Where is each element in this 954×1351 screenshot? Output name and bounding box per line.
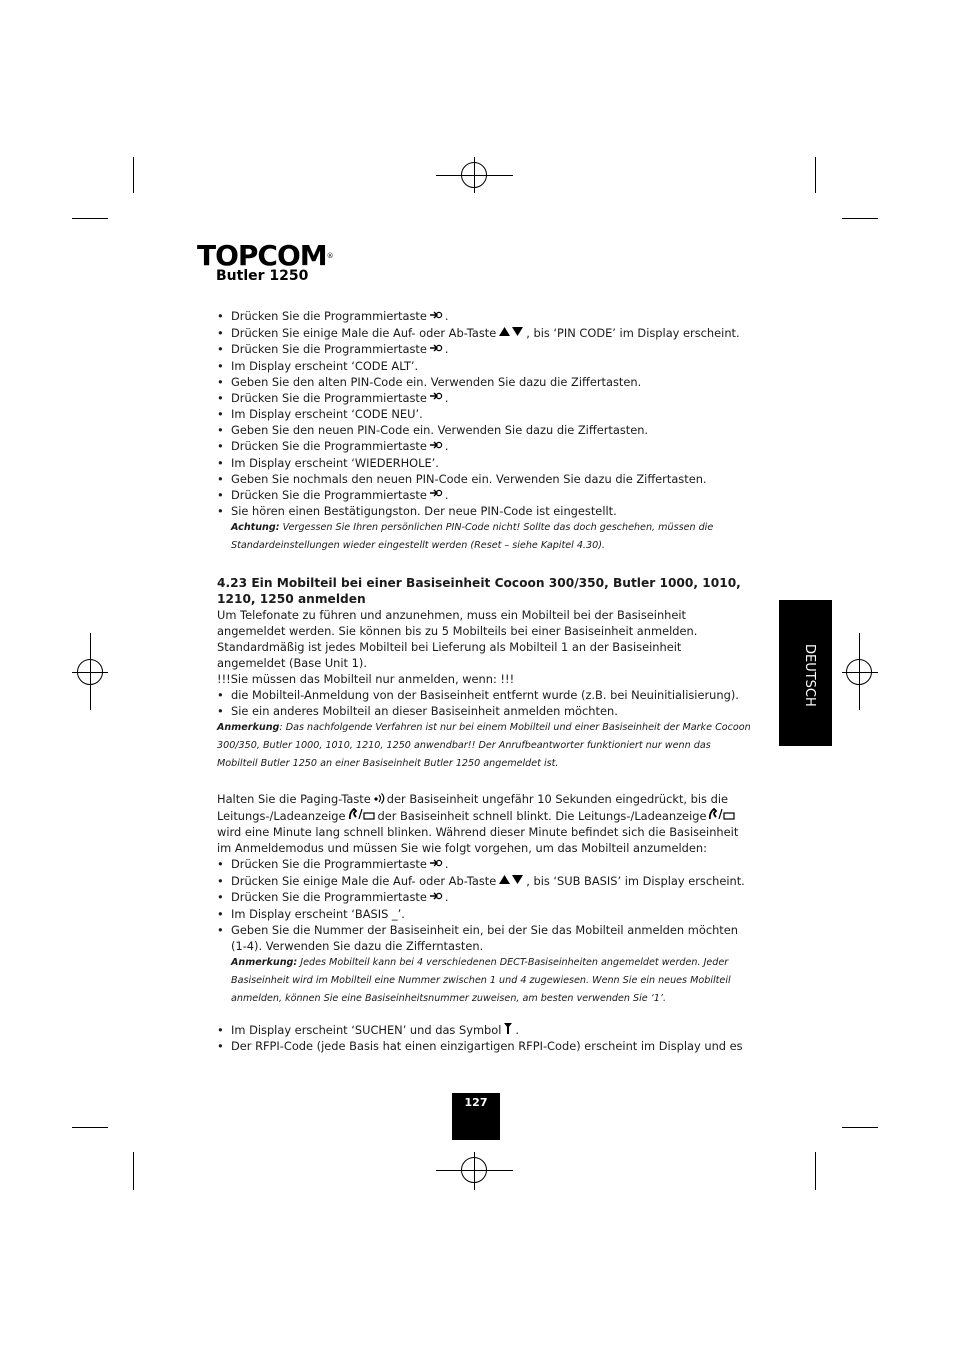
product-title: Butler 1250 [216, 268, 309, 284]
search-steps-list [217, 1022, 752, 1055]
program-key-icon [429, 857, 443, 873]
line-charge-indicator-icon [348, 808, 376, 824]
line-charge-indicator-icon [708, 808, 736, 824]
main-content [217, 308, 752, 1054]
paging-instructions: Halten Sie die Paging-Taste der Basiseinheit ungefähr 10 Sekunden eingedrückt, bis die Leitungs-/Ladeanzeige der Basiseinheit schnell blinkt. Die Leitungs-/Ladeanzeigewird eine Minute lang schnell blinken. Während dieser Minute befindet sich die Basiseinheit im Anmeldemodus und müssen Sie wie folgt vorgehen, um das Mobilteil anzumelden: [217, 792, 739, 855]
list-item: • Drücken Sie einige Male die Auf- oder Ab-Taste , bis ‘PIN CODE’ im Display erscheint. [217, 325, 752, 342]
list-item: • Im Display erscheint ‘CODE ALT’. [217, 358, 752, 374]
program-key-icon [429, 890, 443, 906]
section-heading: 4.23 Ein Mobilteil bei einer Basiseinheit Cocoon 300/350, Butler 1000, 1010, 1210, 1250 anmelden [217, 576, 741, 606]
section-intro-emphasis: !!!Sie müssen das Mobilteil nur anmelden, wenn: !!! [217, 672, 515, 686]
crop-mark [815, 157, 816, 193]
language-tab-label: DEUTSCH [802, 644, 817, 707]
list-item: • Sie ein anderes Mobilteil an dieser Basiseinheit anmelden möchten. [217, 703, 752, 719]
program-key-icon [429, 439, 443, 455]
crop-mark [72, 1127, 108, 1128]
list-item: • Im Display erscheint ‘BASIS _’. [217, 906, 752, 922]
list-item: • Drücken Sie einige Male die Auf- oder Ab-Taste , bis ‘SUB BASIS’ im Display erscheint. [217, 873, 752, 890]
remark-note: Anmerkung: Jedes Mobilteil kann bei 4 verschiedenen DECT-Basiseinheiten angemeldet werden. Jeder Basiseinheit wird im Mobilteil eine Nummer zwischen 1 und 4 zugewiesen. Wenn Sie ein neues Mobilteil anmelden, können Sie eine Basiseinheitsnummer zuweisen, am besten verwenden Sie ‘1’. [231, 956, 731, 1004]
list-item: • Drücken Sie die Programmiertaste . [217, 889, 752, 906]
remark-note: Anmerkung: Das nachfolgende Verfahren ist nur bei einem Mobilteil und einer Basiseinheit der Marke Cocoon 300/350, Butler 1000, 1010, 1210, 1250 anwendbar!! Der Anrufbeantworter funktioniert nur wenn das Mobilteil Butler 1250 an einer Basiseinheit Butler 1250 angemeldet ist. [217, 722, 751, 769]
antenna-icon [503, 1022, 513, 1038]
program-key-icon [429, 487, 443, 503]
list-item: • die Mobilteil-Anmeldung von der Basiseinheit entfernt wurde (z.B. bei Neuinitialisierung). [217, 687, 752, 703]
list-item: • Der RFPI-Code (jede Basis hat einen einzigartigen RFPI-Code) erscheint im Display und es [217, 1038, 752, 1054]
registration-conditions-list [217, 687, 752, 719]
registration-steps-list [217, 856, 752, 954]
up-down-arrow-icon [498, 325, 524, 341]
list-item: • Drücken Sie die Programmiertaste . [217, 856, 752, 873]
list-item: • Drücken Sie die Programmiertaste . [217, 390, 752, 407]
up-down-arrow-icon [498, 873, 524, 889]
warning-note: Achtung: Vergessen Sie Ihren persönlichen PIN-Code nicht! Sollte das doch geschehen, müssen die Standardeinstellungen wieder eingestellt werden (Reset – siehe Kapitel 4.30). [231, 522, 714, 551]
crop-mark [133, 1152, 134, 1190]
crop-mark [72, 218, 108, 219]
language-tab [779, 600, 832, 746]
page-number: 127 [452, 1093, 500, 1140]
list-item: • Drücken Sie die Programmiertaste . [217, 341, 752, 358]
section-intro: Um Telefonate zu führen und anzunehmen, muss ein Mobilteil bei der Basiseinheit angemeldet werden. Sie können bis zu 5 Mobilteils bei einer Basiseinheit anmelden. Standardmäßig ist jedes Mobilteil bei Lieferung als Mobilteil 1 an der Basiseinheit angemeldet (Base Unit 1). [217, 608, 698, 670]
list-item: • Drücken Sie die Programmiertaste . [217, 487, 752, 504]
brand-logo: TOPCOM® [197, 239, 333, 272]
list-item: • Geben Sie den alten PIN-Code ein. Verwenden Sie dazu die Ziffertasten. [217, 374, 752, 390]
list-item: • Geben Sie den neuen PIN-Code ein. Verwenden Sie dazu die Ziffertasten. [217, 422, 752, 438]
list-item: • Drücken Sie die Programmiertaste . [217, 308, 752, 325]
program-key-icon [429, 309, 443, 325]
crop-mark [815, 1152, 816, 1190]
list-item: • Im Display erscheint ‘CODE NEU’. [217, 406, 752, 422]
pin-steps-list [217, 308, 752, 519]
list-item: • Geben Sie die Nummer der Basiseinheit ein, bei der Sie das Mobilteil anmelden möchten (1-4). Verwenden Sie dazu die Zifferntasten. [217, 922, 752, 954]
list-item: • Im Display erscheint ‘WIEDERHOLE’. [217, 455, 752, 471]
crop-mark [133, 157, 134, 193]
list-item: • Im Display erscheint ‘SUCHEN’ und das Symbol . [217, 1022, 752, 1039]
list-item: • Geben Sie nochmals den neuen PIN-Code ein. Verwenden Sie dazu die Ziffertasten. [217, 471, 752, 487]
program-key-icon [429, 342, 443, 358]
list-item: • Sie hören einen Bestätigungston. Der neue PIN-Code ist eingestellt. [217, 503, 752, 519]
list-item: • Drücken Sie die Programmiertaste . [217, 438, 752, 455]
crop-mark [842, 218, 878, 219]
program-key-icon [429, 390, 443, 406]
crop-mark [842, 1127, 878, 1128]
paging-key-icon [373, 792, 385, 808]
